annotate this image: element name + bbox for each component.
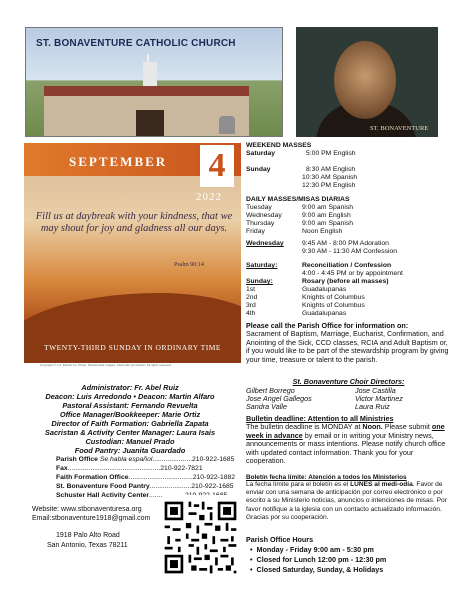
staff-deacons: Deacon: Luis Arredondo • Deacon: Martin Alfaro (45, 392, 215, 401)
office-hours-item: • Monday - Friday 9:00 am - 5:30 pm (250, 545, 374, 554)
office-hours-heading: Parish Office Hours (246, 535, 314, 544)
office-hours-item: • Closed Saturday, Sunday, & Holidays (250, 565, 384, 574)
bulletin-heading: Bulletin deadline: Attention to all Ministries (246, 414, 394, 423)
address-city: San Antonio, Texas 78211 (47, 542, 128, 549)
daily-day: Thursday (246, 220, 275, 227)
phone-row: Schuster Hall Activity Center...................210-922-1685 (56, 492, 228, 499)
choir-name: Victor Martinez (355, 394, 403, 403)
sunday-time: 10:30 AM Spanish (302, 174, 358, 181)
daily-time: 9:00 am English (302, 212, 351, 219)
poster-reference: Psalm 90:14 (174, 262, 204, 268)
sunday-label: Sunday (246, 166, 271, 173)
office-hours-item: • Closed for Lunch 12:00 pm - 12:30 pm (250, 555, 387, 564)
daily-day: Friday (246, 228, 265, 235)
saint-face (334, 41, 396, 119)
confession-time: 9:30 AM - 11:30 AM Confession (302, 248, 398, 255)
choir-name: Sandra Valle (246, 402, 287, 411)
weekend-masses-heading: WEEKEND MASSES (246, 142, 312, 149)
rosary-week: 1st (246, 286, 256, 293)
church-photo (25, 27, 283, 137)
fountain (219, 116, 235, 134)
rosary-week: 3rd (246, 302, 256, 309)
choir-name: Gilbert Borrego (246, 386, 295, 395)
sacraments-body: Sacrament of Baptism, Marriage, Eucharist, Confirmation, and Anointing of the Sick, CCD classes, RCIA and Adult Baptism or, if you would like to be part of the stewardship program by giving your time, treasure or talent to the parish. (246, 329, 449, 364)
staff-pastoral: Pastoral Assistant: Fernando Revuelta (62, 401, 198, 410)
email-link[interactable]: Email:stbonaventure1918@gmail.com (32, 515, 151, 522)
bulletin-es-heading: Boletín fecha límite: Atención a todos los Ministerios (246, 474, 407, 481)
church-steeple (143, 62, 157, 88)
staff-pantry: Food Pantry: Juanita Guardado (74, 446, 186, 455)
church-title: ST. BONAVENTURE CATHOLIC CHURCH (36, 38, 236, 49)
bulletin-es-body: La fecha límite para el boletín es el LUNES al medi-odía. Favor de enviar con una semana de anticipación por correo electrónico o por escrito a su Ministerio noticias, anuncios o intenciones de misas. Por favor notifique a la iglesia con un contacto actualizado información. Gracias por su cooperación. (246, 481, 447, 521)
reconciliation-title: Reconciliation / Confession (302, 262, 392, 269)
staff-administrator: Administrator: Fr. Abel Ruiz (81, 383, 179, 392)
adoration-time: 9:45 AM - 8:00 PM Adoration (302, 240, 389, 247)
staff-sacristan: Sacristan & Activity Center Manager: Laura Isais (44, 428, 216, 437)
poster-year: 2022 (196, 191, 222, 203)
reconciliation-detail: 4:00 - 4:45 PM or by appointment (302, 270, 403, 277)
website-link[interactable]: Website: www.stbonaventuresa.org (32, 506, 142, 513)
sacraments-heading: Please call the Parish Office for information on: (246, 321, 409, 330)
sunday-time: 8:30 AM English (306, 166, 356, 173)
poster-verse: Fill us at daybreak with your kindness, that we may shout for joy and gladness all our days. (35, 211, 233, 234)
poster-footer: TWENTY-THIRD SUNDAY IN ORDINARY TIME (43, 343, 222, 352)
sand-dune (24, 293, 241, 363)
reconciliation-day: Saturday: (246, 262, 278, 269)
liturgy-poster (24, 143, 241, 363)
choir-name: Jose Angel Gallegos (246, 394, 312, 403)
daily-day: Tuesday (246, 204, 272, 211)
phone-row: Fax.................................................210-922-7821 (56, 465, 203, 472)
choir-name: Jose Castilla (355, 386, 396, 395)
poster-day: 4 (200, 145, 234, 187)
daily-time: 9:00 am Spanish (302, 220, 354, 227)
rosary-week: 2nd (246, 294, 258, 301)
rosary-week: 4th (246, 310, 256, 317)
rosary-title: Rosary (before all masses) (302, 278, 389, 285)
daily-day: Wednesday (246, 212, 282, 219)
daily-time: Noon English (302, 228, 343, 235)
saint-caption: ST. BONAVENTURE (370, 125, 429, 132)
poster-month: SEPTEMBER (69, 154, 168, 169)
staff-custodian: Custodian: Manuel Prado (85, 437, 175, 446)
phone-row: Faith Formation Office..................................210-922-1882 (56, 474, 236, 481)
phone-row: Parish Office Se habla español.....................210-922-1685 (56, 456, 235, 463)
saturday-time: 5:00 PM English (306, 150, 356, 157)
staff-office-manager: Office Manager/Bookkeeper: Marie Ortiz (59, 410, 201, 419)
sunday-time: 12:30 PM English (302, 182, 356, 189)
qr-code[interactable] (162, 495, 239, 580)
phone-row: St. Bonaventure Food Pantry......................210-922-1685 (56, 483, 234, 490)
rosary-day: Sunday: (246, 278, 273, 285)
choir-heading: St. Bonaventure Choir Directors: (292, 377, 405, 386)
address-street: 1918 Palo Alto Road (56, 532, 120, 539)
bulletin-body: The bulletin deadline is MONDAY at Noon. Please submit one week in advance by email or in writing your Ministry news, announcements or mass intentions. Please notify church office with updated contact information. Thank you for your cooperation. (246, 422, 446, 466)
rosary-group: Knights of Columbus (302, 302, 365, 309)
rosary-group: Knights of Columbus (302, 294, 365, 301)
staff-faith-director: Director of Faith Formation: Gabriella Zapata (51, 419, 209, 428)
rosary-group: Guadalupanas (302, 286, 347, 293)
saint-portrait (296, 27, 438, 137)
choir-name: Laura Ruiz (355, 402, 390, 411)
saturday-label: Saturday (246, 150, 276, 157)
rosary-group: Guadalupanas (302, 310, 347, 317)
poster-credit: Copyright © J.S. Paluch Co. Photo: Shutterstock Images. Used with permission. All rights reserved. (40, 363, 172, 367)
church-door (136, 110, 164, 136)
daily-masses-heading: DAILY MASSES/MISAS DIARIAS (246, 196, 350, 203)
daily-time: 9:00 am Spanish (302, 204, 354, 211)
adoration-day: Wednesday (246, 240, 284, 247)
